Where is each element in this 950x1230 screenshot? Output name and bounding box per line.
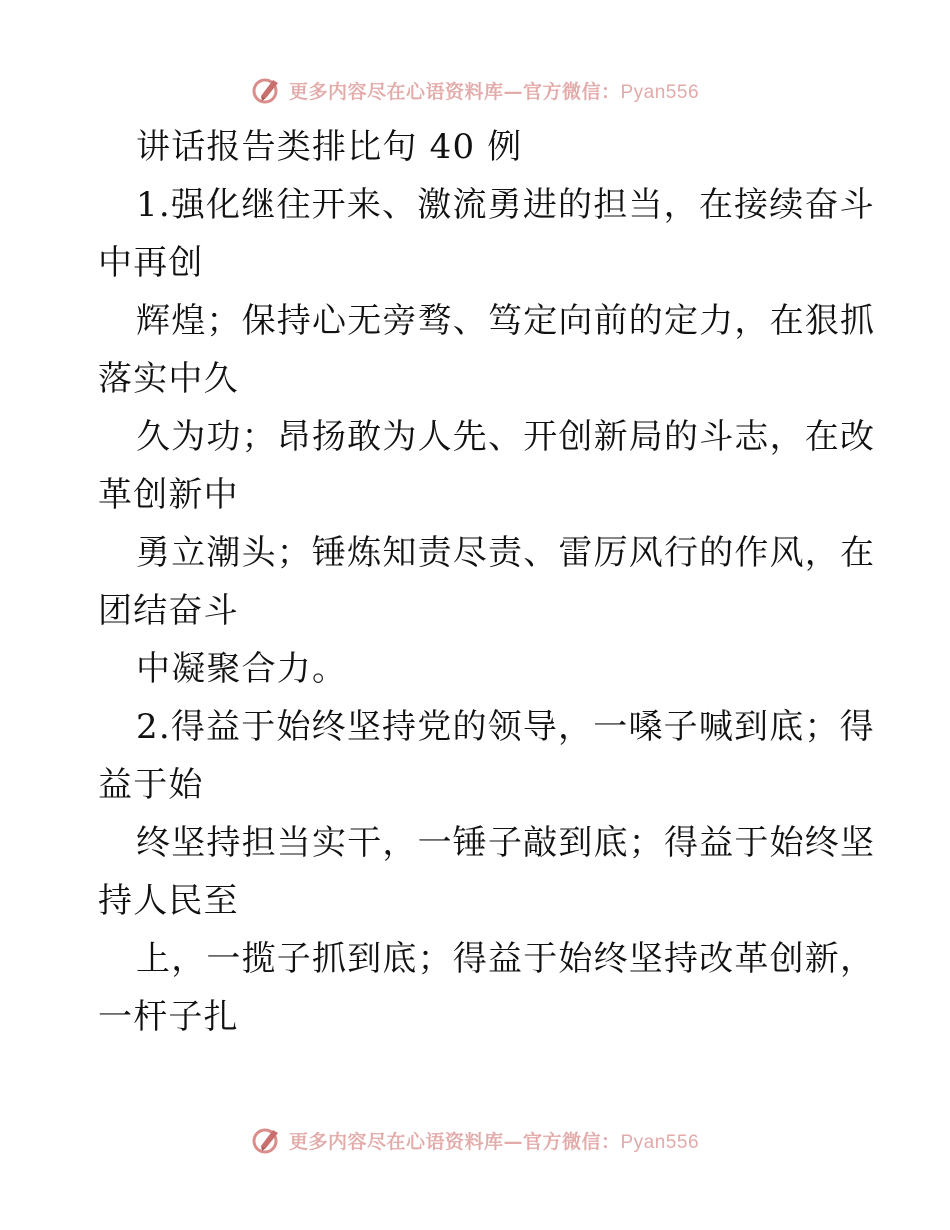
text-line: 2.得益于始终坚持党的领导，一嗓子喊到底；得 bbox=[136, 707, 875, 747]
text-line: 勇立潮头；锤炼知责尽责、雷厉风行的作风，在 bbox=[136, 533, 876, 573]
text-line: 革创新中 bbox=[98, 475, 239, 515]
text-line: 中凝聚合力。 bbox=[136, 649, 348, 689]
footer-banner bbox=[0, 1120, 950, 1160]
wechat-account: Pyan556 bbox=[620, 1131, 700, 1153]
text-line: 团结奋斗 bbox=[98, 591, 239, 631]
text-line: 久为功；昂扬敢为人先、开创新局的斗志，在改 bbox=[136, 417, 876, 457]
pen-nib-circle-icon bbox=[251, 74, 283, 106]
text-line: 一杆子扎 bbox=[98, 997, 239, 1037]
wechat-account: Pyan556 bbox=[620, 81, 700, 103]
text-line: 持人民至 bbox=[98, 881, 239, 921]
text-line: 终坚持担当实干，一锤子敲到底；得益于始终坚 bbox=[136, 823, 876, 863]
pen-nib-circle-icon bbox=[251, 1124, 283, 1156]
text-line: 辉煌；保持心无旁骛、笃定向前的定力，在狠抓 bbox=[136, 301, 876, 341]
text-line: 中再创 bbox=[98, 243, 204, 283]
banner-text: 更多内容尽在心语资料库—官方微信：Pyan556 bbox=[288, 1130, 700, 1153]
text-line: 益于始 bbox=[98, 765, 204, 805]
text-line: 1.强化继往开来、激流勇进的担当，在接续奋斗 bbox=[136, 185, 875, 225]
text-line: 落实中久 bbox=[98, 359, 239, 399]
document-body bbox=[98, 118, 876, 1046]
banner-text: 更多内容尽在心语资料库—官方微信：Pyan556 bbox=[288, 80, 700, 103]
document-title: 讲话报告类排比句 40 例 bbox=[136, 127, 523, 167]
text-line: 上，一揽子抓到底；得益于始终坚持改革创新， bbox=[136, 939, 876, 979]
header-banner bbox=[0, 70, 950, 110]
